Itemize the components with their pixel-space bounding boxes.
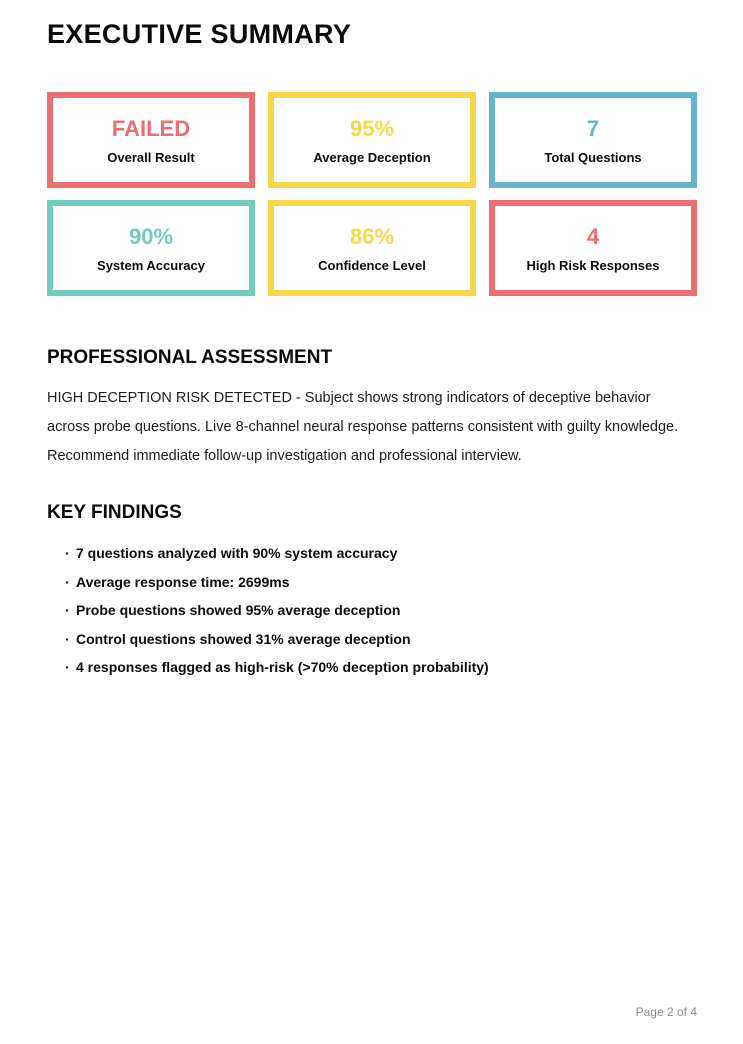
list-item: · Probe questions showed 95% average deception [65, 602, 697, 618]
metric-card [268, 92, 476, 188]
metric-card [489, 200, 697, 296]
page-number: Page 2 of 4 [635, 1005, 697, 1019]
metric-label: System Accuracy [97, 257, 205, 273]
metric-value: 7 [586, 115, 600, 141]
assessment-text: HIGH DECEPTION RISK DETECTED - Subject shows strong indicators of deceptive behavior across probe questions. Live 8-channel neural response patterns consistent with guilty knowledge. Recommend immediate follow-up investigation and professional interview. [47, 390, 679, 464]
metric-card [47, 200, 255, 296]
metric-card [47, 92, 255, 188]
metric-value: 90% [128, 223, 174, 249]
metric-card [489, 92, 697, 188]
list-item: · Average response time: 2699ms [65, 574, 697, 590]
key-findings-list [47, 545, 697, 675]
metric-value: 86% [349, 223, 395, 249]
list-item: · 7 questions analyzed with 90% system accuracy [65, 545, 697, 561]
metric-value: 95% [349, 115, 395, 141]
page-title: EXECUTIVE SUMMARY [47, 19, 352, 49]
list-item: · Control questions showed 31% average deception [65, 631, 697, 647]
list-item: · 4 responses flagged as high-risk (>70% deception probability) [65, 659, 697, 675]
assessment-heading: PROFESSIONAL ASSESSMENT [47, 347, 333, 368]
metric-value: FAILED [111, 115, 191, 141]
metric-cards-grid [47, 92, 697, 296]
metric-label: Confidence Level [318, 257, 426, 273]
metric-label: Average Deception [313, 149, 431, 165]
metric-label: High Risk Responses [526, 257, 660, 273]
metric-label: Overall Result [107, 149, 195, 165]
metric-card [268, 200, 476, 296]
key-findings-heading: KEY FINDINGS [47, 502, 182, 523]
metric-label: Total Questions [544, 149, 642, 165]
metric-value: 4 [586, 223, 600, 249]
